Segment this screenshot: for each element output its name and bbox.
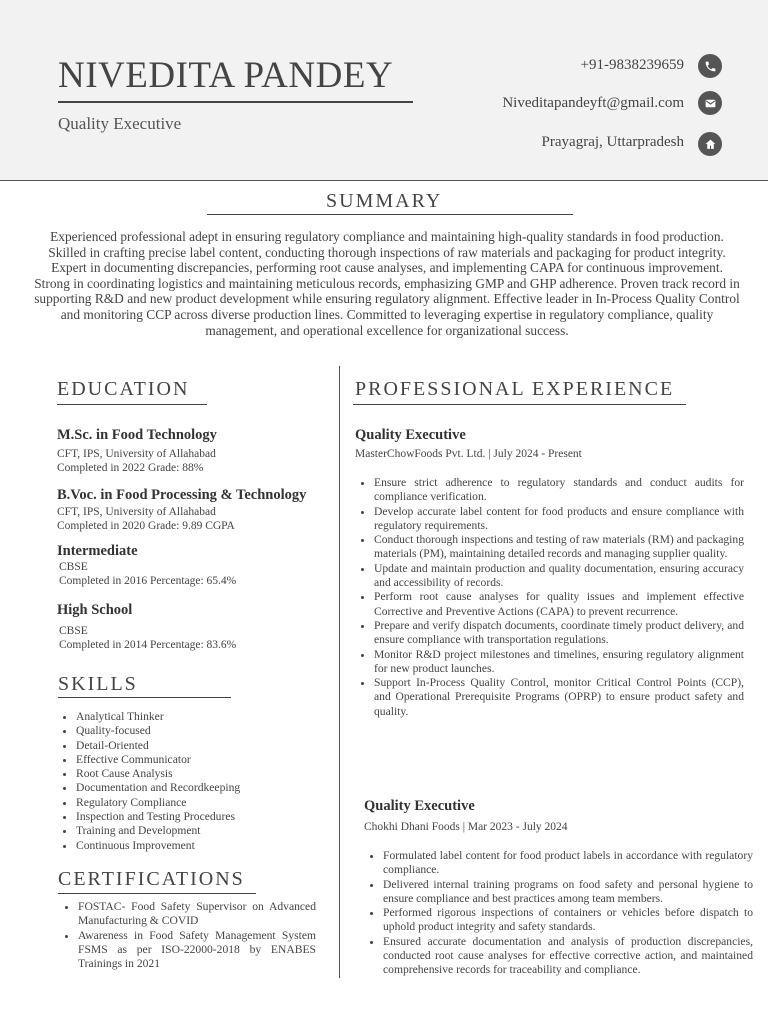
mail-icon: [698, 91, 722, 115]
education-institution: CFT, IPS, University of Allahabad: [57, 448, 216, 460]
email-address[interactable]: Niveditapandeyft@gmail.com: [502, 95, 684, 111]
skill-item: • Documentation and Recordkeeping: [76, 781, 346, 795]
skill-item: • Regulatory Compliance: [76, 796, 346, 810]
responsibility-item: • Update and maintain production and quality documentation, ensuring accuracy and accessibility of records.: [374, 562, 744, 591]
education-institution: CFT, IPS, University of Allahabad: [57, 506, 216, 518]
job-company-dates: MasterChowFoods Pvt. Ltd. | July 2024 - Present: [355, 448, 582, 460]
skill-item: • Analytical Thinker: [76, 710, 346, 724]
responsibility-item: • Ensured accurate documentation and analysis of production discrepancies, conducted root cause analyses for effective corrective action, and maintained comprehensive records for traceability and compliance.: [383, 935, 753, 978]
skills-underline: [58, 697, 231, 698]
responsibility-item: • Performed rigorous inspections of containers or vehicles before dispatch to uphold product integrity and safety standards.: [383, 906, 753, 935]
job-title: Quality Executive: [355, 427, 466, 443]
responsibility-item: • Formulated label content for food product labels in accordance with regulatory compliance.: [383, 849, 753, 878]
experience-underline: [353, 404, 686, 405]
responsibility-item: • Develop accurate label content for food products and ensure compliance with regulatory requirements.: [374, 505, 744, 534]
job-title: Quality Executive: [364, 798, 475, 814]
certification-item: • FOSTAC- Food Safety Supervisor on Advanced Manufacturing & COVID: [78, 900, 316, 929]
skill-item: • Effective Communicator: [76, 753, 346, 767]
certification-item: • Awareness in Food Safety Management System FSMS as per ISO-22000-2018 by ENABES Trainings in 2021: [78, 929, 316, 972]
education-degree: M.Sc. in Food Technology: [57, 427, 217, 443]
education-institution: CBSE: [59, 625, 88, 637]
responsibility-item: • Support In-Process Quality Control, monitor Critical Control Points (CCP), and Operational Prerequisite Programs (OPRP) to ensure product safety and quality.: [374, 676, 744, 719]
location: Prayagraj, Uttarpradesh: [541, 134, 684, 150]
responsibility-item: • Conduct thorough inspections and testing of raw materials (RM) and packaging materials (PM), maintaining detailed records and managing supplier quality.: [374, 533, 744, 562]
education-underline: [57, 404, 207, 405]
skill-item: • Training and Development: [76, 824, 346, 838]
skill-item: • Inspection and Testing Procedures: [76, 810, 346, 824]
education-completion: Completed in 2014 Percentage: 83.6%: [59, 639, 237, 651]
responsibility-item: • Ensure strict adherence to regulatory standards and conduct audits for compliance verification.: [374, 476, 744, 505]
education-completion: Completed in 2020 Grade: 9.89 CGPA: [57, 520, 235, 532]
education-degree: Intermediate: [57, 543, 138, 559]
skill-item: • Quality-focused: [76, 724, 346, 738]
certifications-list: [60, 900, 316, 971]
column-divider: [339, 366, 340, 978]
skills-heading: SKILLS: [58, 673, 138, 695]
candidate-title: Quality Executive: [58, 114, 182, 133]
responsibility-item: • Delivered internal training programs on food safety and personal hygiene to ensure compliance and best practices among team members.: [383, 878, 753, 907]
phone-number: +91-9838239659: [580, 57, 684, 73]
responsibility-item: • Prepare and verify dispatch documents, coordinate timely product delivery, and ensure compliance with transportation regulations.: [374, 619, 744, 648]
skill-item: • Root Cause Analysis: [76, 767, 346, 781]
education-completion: Completed in 2022 Grade: 88%: [57, 462, 204, 474]
education-degree: B.Voc. in Food Processing & Technology: [57, 487, 307, 503]
name-underline: [58, 101, 413, 103]
candidate-name: NIVEDITA PANDEY: [58, 55, 394, 96]
responsibility-item: • Perform root cause analyses for quality issues and implement effective Corrective and Preventive Actions (CAPA) to prevent recurrence.: [374, 590, 744, 619]
header-band: [0, 0, 768, 181]
experience-heading: PROFESSIONAL EXPERIENCE: [355, 378, 675, 400]
certifications-underline: [58, 893, 256, 894]
phone-icon: [698, 54, 722, 78]
skill-item: • Detail-Oriented: [76, 739, 346, 753]
job-company-dates: Chokhi Dhani Foods | Mar 2023 - July 2024: [364, 821, 568, 833]
home-icon: [698, 132, 722, 156]
certifications-heading: CERTIFICATIONS: [58, 868, 245, 890]
skill-item: • Continuous Improvement: [76, 839, 346, 853]
education-degree: High School: [57, 602, 133, 618]
education-completion: Completed in 2016 Percentage: 65.4%: [59, 575, 237, 587]
responsibility-item: • Monitor R&D project milestones and timelines, ensuring regulatory alignment for new product launches.: [374, 648, 744, 677]
education-heading: EDUCATION: [57, 378, 190, 400]
summary-heading: SUMMARY: [326, 190, 443, 212]
job-responsibilities: [356, 476, 744, 719]
skills-list: [58, 710, 346, 853]
education-institution: CBSE: [59, 561, 88, 573]
summary-text: Experienced professional adept in ensuring regulatory compliance and maintaining high-quality standards in food production. Skilled in crafting precise label content, conducting thorough inspections of raw materials and packaging for product integrity. Expert in documenting discrepancies, performing root cause analyses, and implementing CAPA for continuous improvement. Strong in coordinating logistics and maintaining meticulous records, emphasizing GMP and GHP adherence. Proven track record in supporting R&D and new product development while ensuring regulatory alignment. Effective leader in In-Process Quality Control and monitoring CCP across diverse production lines. Committed to leveraging expertise in regulatory compliance, quality management, and operational excellence for organizational success.: [34, 229, 740, 338]
job-responsibilities: [365, 849, 753, 978]
summary-underline: [207, 214, 573, 215]
